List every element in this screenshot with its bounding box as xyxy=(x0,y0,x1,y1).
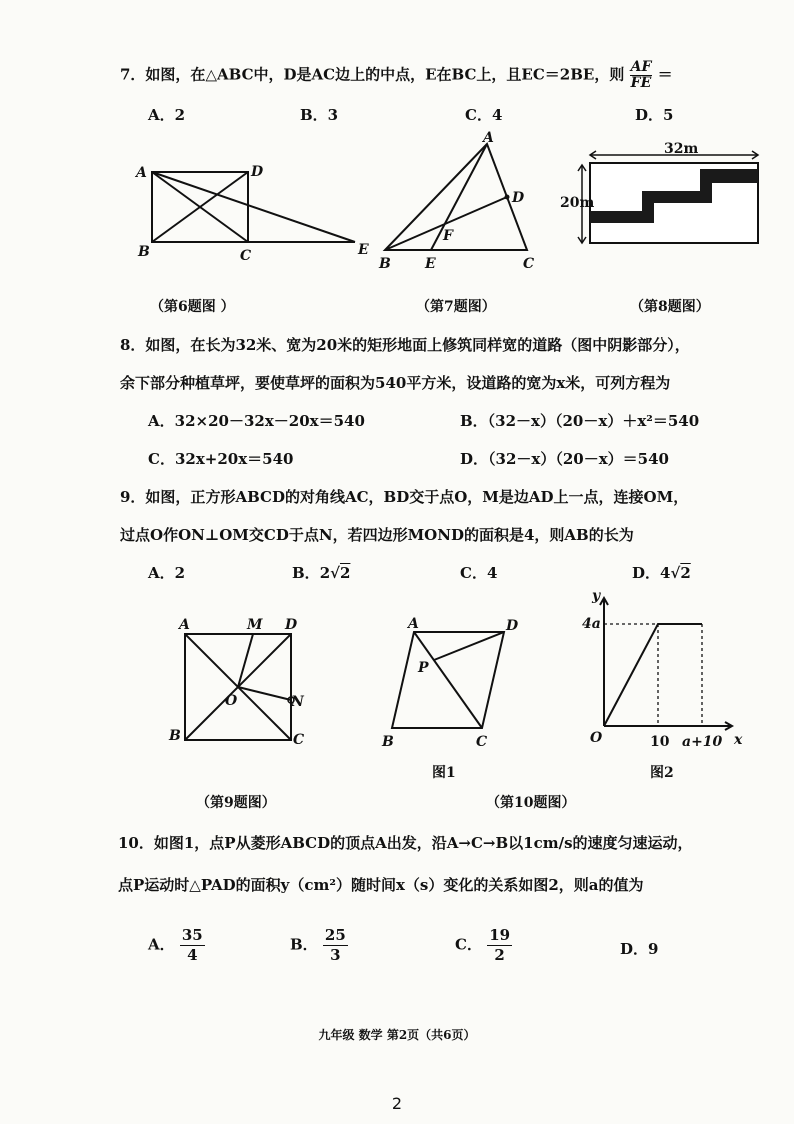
fraction-numerator: 25 xyxy=(324,926,346,944)
graph-x1-label: 10 xyxy=(650,734,670,750)
q9-option-a: A．2 xyxy=(148,564,186,582)
option-fraction xyxy=(487,926,512,965)
fig6-label-c: C xyxy=(240,248,252,264)
fig8-width-label: 32m xyxy=(664,141,699,157)
option-fraction xyxy=(180,926,205,965)
fig10-caption: （第10题图） xyxy=(486,795,576,811)
page-footer: 九年级 数学 第2页（共6页） xyxy=(318,1028,476,1042)
q10-option-d xyxy=(620,938,658,959)
question-9-line-1: 9．如图，正方形ABCD的对角线AC，BD交于点O，M是边AD上一点，连接OM， xyxy=(120,488,689,506)
option-letter: D． xyxy=(620,940,649,958)
fig10-label-p: P xyxy=(418,660,429,676)
fig10-label-c: C xyxy=(476,734,488,750)
option-letter: C． xyxy=(455,935,482,954)
figure-10-graph xyxy=(582,590,752,750)
fig9-label-b: B xyxy=(169,728,181,744)
fig7-label-c: C xyxy=(523,256,535,272)
question-7-stem xyxy=(120,60,673,91)
fraction-denominator: FE xyxy=(630,75,652,91)
point-d xyxy=(505,195,510,200)
question-8-line-1: 8．如图，在长为32米、宽为20米的矩形地面上修筑同样宽的道路（图中阴影部分）， xyxy=(120,336,690,354)
fig6-caption: （第6题图 ） xyxy=(150,299,235,315)
fraction-denominator: 3 xyxy=(330,946,341,964)
fig7-label-b: B xyxy=(379,256,391,272)
question-10-line-1: 10．如图1，点P从菱形ABCD的顶点A出发，沿A→C→B以1cm/s的速度匀速运动， xyxy=(118,834,693,852)
q8-option-a: A．32×20－32x－20x＝540 xyxy=(148,412,365,430)
fig8-caption: （第8题图） xyxy=(630,299,710,315)
question-8-line-2: 余下部分种植草坪，要使草坪的面积为540平方米，设道路的宽为x米，可列方程为 xyxy=(120,374,671,392)
equals-sign: ＝ xyxy=(657,65,673,84)
radicand: 2 xyxy=(680,564,691,582)
fig10-label-d: D xyxy=(506,618,519,634)
option-letter: A． xyxy=(148,935,175,954)
fig9-label-m: M xyxy=(247,617,263,633)
fig10-label-b: B xyxy=(382,734,394,750)
fig7-caption: （第7题图） xyxy=(416,299,496,315)
graph-y-axis-label: y xyxy=(592,588,601,604)
figure-10-rhombus xyxy=(376,612,526,752)
fig7-label-f: F xyxy=(443,228,453,244)
q10-option-b xyxy=(290,926,348,965)
fig10-fig1-label: 图1 xyxy=(432,765,456,781)
q9-option-b xyxy=(292,562,350,583)
figure-6 xyxy=(130,158,380,268)
q9-option-b-letter: B． xyxy=(292,564,320,582)
radical-coefficient: 2 xyxy=(319,564,331,582)
radicand: 2 xyxy=(339,564,351,582)
fig6-label-d: D xyxy=(251,164,264,180)
fig7-label-d: D xyxy=(512,190,525,206)
fig9-label-c: C xyxy=(293,732,305,748)
q8-option-d: D．（32－x）（20－x）＝540 xyxy=(460,450,669,468)
question-7-fraction xyxy=(630,60,653,91)
fig7-label-a: A xyxy=(483,130,494,146)
fig10-label-a: A xyxy=(408,616,419,632)
fig9-label-o: O xyxy=(225,693,238,709)
sqrt-icon: √ xyxy=(330,564,340,582)
graph-origin-label: O xyxy=(590,730,603,746)
radical-coefficient: 4 xyxy=(660,564,671,582)
question-9-line-2: 过点O作ON⊥OM交CD于点N，若四边形MOND的面积是4，则AB的长为 xyxy=(120,526,634,544)
figure-9 xyxy=(165,612,315,752)
q7-option-d: D．5 xyxy=(635,106,674,124)
q10-option-a xyxy=(148,926,205,965)
fraction-numerator: AF xyxy=(630,59,652,75)
graph-ymax-label: 4a xyxy=(582,616,601,632)
q7-option-c: C．4 xyxy=(465,106,503,124)
fraction-denominator: 2 xyxy=(494,946,505,964)
q9-option-d xyxy=(632,562,691,583)
fig6-label-a: A xyxy=(136,165,147,181)
question-10-line-2: 点P运动时△PAD的面积y（cm²）随时间x（s）变化的关系如图2，则a的值为 xyxy=(118,876,644,894)
q9-option-d-letter: D． xyxy=(632,564,661,582)
page-number: 2 xyxy=(391,1094,403,1113)
option-value: 9 xyxy=(648,940,659,958)
fig9-label-a: A xyxy=(179,617,190,633)
option-letter: B． xyxy=(290,935,318,954)
fraction-denominator: 4 xyxy=(187,946,198,964)
question-7-text: 7．如图，在△ABC中，D是AC边上的中点，E在BC上，且EC＝2BE，则 xyxy=(120,65,625,84)
q7-option-b: B．3 xyxy=(300,106,339,124)
fraction-numerator: 19 xyxy=(489,926,511,944)
fig10-fig2-label: 图2 xyxy=(650,765,674,781)
graph-x-axis-label: x xyxy=(734,732,743,748)
q8-option-c: C．32x+20x＝540 xyxy=(148,450,294,468)
fig9-caption: （第9题图） xyxy=(196,795,276,811)
fig7-label-e: E xyxy=(425,256,436,272)
fig9-label-d: D xyxy=(285,617,298,633)
q7-option-a: A．2 xyxy=(148,106,186,124)
q8-option-b: B．（32－x）（20－x）＋x²＝540 xyxy=(460,412,700,430)
q9-option-c: C．4 xyxy=(460,564,498,582)
fig6-label-b: B xyxy=(138,244,150,260)
sqrt-icon: √ xyxy=(670,564,681,582)
option-fraction xyxy=(323,926,348,965)
figure-8 xyxy=(560,141,770,255)
fig8-height-label: 20m xyxy=(560,195,595,211)
fig6-label-e: E xyxy=(358,242,369,258)
q10-option-c xyxy=(455,926,512,965)
fig9-label-n: N xyxy=(291,694,304,710)
figure-7 xyxy=(375,130,545,275)
fraction-numerator: 35 xyxy=(181,926,203,944)
graph-x2-label: a+10 xyxy=(682,734,723,750)
